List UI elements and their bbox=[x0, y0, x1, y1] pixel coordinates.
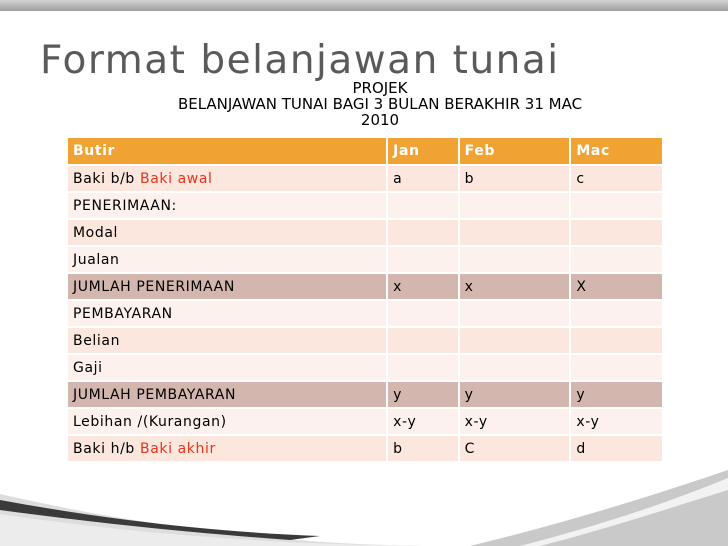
cell-mac bbox=[571, 328, 662, 353]
butir-label: Jualan bbox=[73, 251, 120, 268]
cell-butir bbox=[68, 193, 386, 218]
bottom-decorative-wave bbox=[0, 470, 728, 546]
cell-butir bbox=[68, 409, 386, 434]
caption-line-period: BELANJAWAN TUNAI BAGI 3 BULAN BERAKHIR 31 MAC bbox=[177, 95, 583, 113]
butir-label: Baki b/b bbox=[73, 170, 135, 187]
cell-butir bbox=[68, 328, 386, 353]
butir-label: Belian bbox=[73, 332, 121, 349]
butir-note: Baki akhir bbox=[139, 440, 216, 457]
cell-butir bbox=[68, 436, 386, 461]
cell-mac: x-y bbox=[571, 409, 662, 434]
cell-butir bbox=[68, 355, 386, 380]
cell-mac: y bbox=[571, 382, 662, 407]
cell-jan bbox=[388, 301, 457, 326]
butir-label: PENERIMAAN: bbox=[73, 197, 177, 214]
table-header-row bbox=[68, 138, 662, 164]
cell-butir bbox=[68, 274, 386, 299]
caption-line-year: 2010 bbox=[360, 111, 400, 129]
cell-feb bbox=[460, 220, 570, 245]
cell-feb bbox=[460, 328, 570, 353]
cell-feb bbox=[460, 193, 570, 218]
cell-mac bbox=[571, 301, 662, 326]
butir-label: Gaji bbox=[73, 359, 103, 376]
header-jan: Jan bbox=[388, 138, 457, 164]
cell-feb: x bbox=[460, 274, 570, 299]
butir-label: Lebihan /(Kurangan) bbox=[73, 413, 227, 430]
cell-feb: y bbox=[460, 382, 570, 407]
butir-label: JUMLAH PENERIMAAN bbox=[73, 278, 235, 295]
butir-note: Baki awal bbox=[139, 170, 213, 187]
table-row bbox=[68, 301, 662, 326]
cell-butir bbox=[68, 301, 386, 326]
cell-jan: b bbox=[388, 436, 457, 461]
table-row bbox=[68, 355, 662, 380]
table-row bbox=[68, 220, 662, 245]
cell-feb bbox=[460, 355, 570, 380]
cell-jan bbox=[388, 220, 457, 245]
cell-mac bbox=[571, 355, 662, 380]
butir-label: PEMBAYARAN bbox=[73, 305, 173, 322]
cell-butir bbox=[68, 247, 386, 272]
butir-label: JUMLAH PEMBAYARAN bbox=[73, 386, 237, 403]
top-decorative-bar bbox=[0, 0, 728, 14]
cash-budget-table bbox=[66, 136, 664, 463]
cell-jan: y bbox=[388, 382, 457, 407]
cell-feb: x-y bbox=[460, 409, 570, 434]
table-row bbox=[68, 382, 662, 407]
cell-jan bbox=[388, 355, 457, 380]
cell-mac bbox=[571, 220, 662, 245]
table-row bbox=[68, 328, 662, 353]
cell-mac bbox=[571, 193, 662, 218]
header-butir: Butir bbox=[68, 138, 386, 164]
caption-line-project: PROJEK bbox=[352, 79, 408, 97]
table-row bbox=[68, 436, 662, 461]
cell-mac: X bbox=[571, 274, 662, 299]
header-mac: Mac bbox=[571, 138, 662, 164]
slide-title: Format belanjawan tunai bbox=[40, 38, 560, 83]
cell-feb: b bbox=[460, 166, 570, 191]
cell-jan bbox=[388, 328, 457, 353]
cell-jan: x bbox=[388, 274, 457, 299]
cell-mac: c bbox=[571, 166, 662, 191]
table-row bbox=[68, 166, 662, 191]
header-feb: Feb bbox=[460, 138, 570, 164]
table-row bbox=[68, 409, 662, 434]
table-row bbox=[68, 247, 662, 272]
butir-label: Baki h/b bbox=[73, 440, 135, 457]
table-row bbox=[68, 274, 662, 299]
cell-jan bbox=[388, 193, 457, 218]
cell-jan bbox=[388, 247, 457, 272]
cell-butir bbox=[68, 382, 386, 407]
table-body bbox=[68, 166, 662, 461]
cell-mac: d bbox=[571, 436, 662, 461]
cell-feb: C bbox=[460, 436, 570, 461]
table-caption bbox=[100, 80, 660, 128]
cell-mac bbox=[571, 247, 662, 272]
butir-label: Modal bbox=[73, 224, 118, 241]
cell-feb bbox=[460, 301, 570, 326]
table-row bbox=[68, 193, 662, 218]
cell-feb bbox=[460, 247, 570, 272]
cell-butir bbox=[68, 166, 386, 191]
cell-jan: a bbox=[388, 166, 457, 191]
cell-butir bbox=[68, 220, 386, 245]
cell-jan: x-y bbox=[388, 409, 457, 434]
